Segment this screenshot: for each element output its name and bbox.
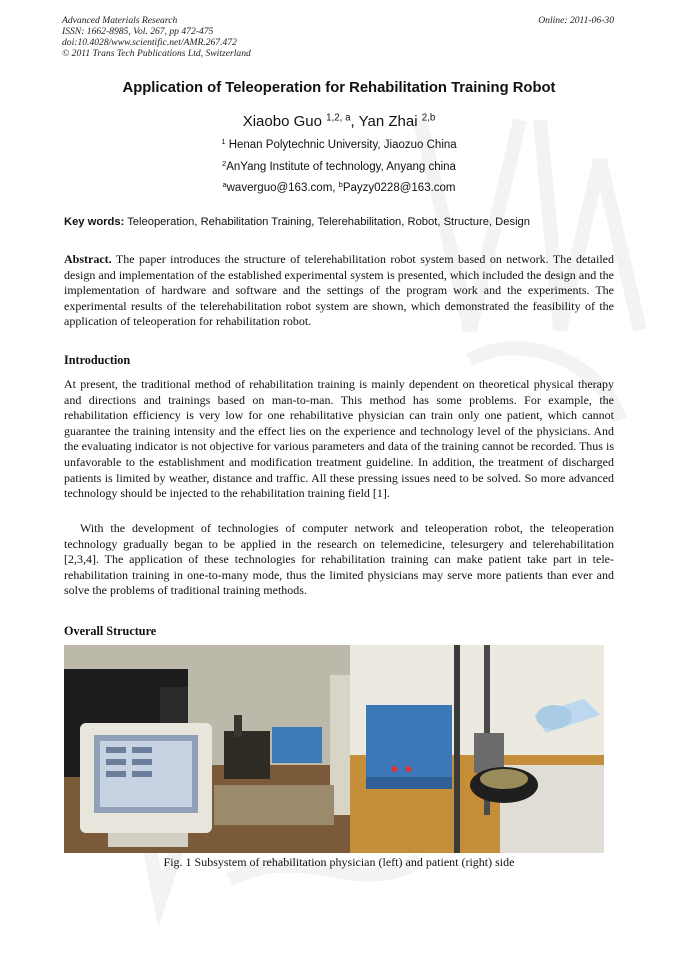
author-name: Yan Zhai (358, 113, 418, 130)
author-sup: 1,2, a (326, 112, 351, 124)
support-pole (454, 645, 460, 853)
email-sup: a (222, 179, 227, 189)
copyright: © 2011 Trans Tech Publications Ltd, Switzerland (62, 48, 251, 59)
keywords-label: Key words: (64, 216, 125, 228)
figure-caption: Fig. 1 Subsystem of rehabilitation physician (left) and patient (right) side (163, 855, 515, 869)
email-b[interactable]: Payzy0228@163.com (342, 182, 456, 194)
author-line: Xiaobo Guo $^{1,2, a}$, Yan Zhai $^{2,b}$ (242, 112, 436, 130)
paper-title: Application of Teleoperation for Rehabilitation Training Robot (122, 80, 556, 96)
affiliation-text: Henan Polytechnic University, Jiaozuo China (228, 139, 457, 151)
author-sup: 2,b (421, 112, 436, 124)
affiliation-sup: 2 (222, 158, 227, 168)
introduction-paragraph-1: At present, the traditional method of rehabilitation training is mainly dependent on theoretical physical therapy and directions and trainings based on man-to-man. This method has some problems. For example, the rehabilitation efficiency is very low for one rehabilitative physician can train only one patient, which cannot guarantee the training intensity and the effect lies on the experience and technology level of the physicians. And the evaluating indicator is not objective for various parameters and data of the training cannot be recorded. Thus is unfavorable to the establishment and modification treatment guideline. In addition, the treatment of discharged patients is limited by weather, distance and traffic. All these pressing issues need to be solved. So more advanced technology should be injected to the rehabilitation training field [1]. (64, 377, 614, 501)
online-date: Online: 2011-06-30 (538, 15, 614, 26)
introduction-paragraph-2: With the development of technologies of computer network and teleoperation robot, the teleoperation technology gradually began to be applied in the research on telemedicine, telesurgery and telerehabilitation [2,3,4]. The application of these technologies for rehabilitation training can make patient take part in tele-rehabilitation training in one-to-many mode, thus the limited physicians may serve more patients than ever and solve the problems of traditional training methods. (64, 521, 614, 598)
affiliation-1 (0, 136, 678, 151)
affiliation-sup: 1 (221, 136, 226, 146)
control-box (272, 727, 322, 763)
keywords (64, 216, 624, 228)
email-line (0, 179, 678, 194)
email-sup: b (338, 179, 343, 189)
figure-1-photos (64, 645, 604, 853)
issn: ISSN: 1662-8985, Vol. 267, pp 472-475 (62, 26, 214, 37)
abstract-text: The paper introduces the structure of telerehabilitation robot system based on network. The detailed design and implementation of the established experimental system is presented, which included the design and the implementation of hardware and software and the settings of the program work and the experiments. The experimental results of the telerehabilitation robot system are shown, which demonstrated the feasibility of the application of teleoperation for rehabilitation robot. (64, 252, 614, 329)
keywords-text: Teleoperation, Rehabilitation Training, Telerehabilitation, Robot, Structure, Design (124, 216, 530, 228)
master-robot (224, 731, 270, 779)
email-a[interactable]: waverguo@163.com, (226, 182, 339, 194)
affiliation-text: AnYang Institute of technology, Anyang china (226, 161, 456, 173)
author-name: Xiaobo Guo (242, 113, 322, 130)
abstract-label: Abstract. (64, 252, 112, 266)
journal-header (62, 15, 251, 59)
affiliation-2 (0, 158, 678, 173)
doi-link[interactable]: doi:10.4028/www.scientific.net/AMR.267.472 (62, 37, 237, 48)
section-heading-overall-structure: Overall Structure (64, 624, 157, 638)
left-photo (64, 645, 350, 853)
section-heading-introduction: Introduction (64, 353, 131, 367)
abstract (64, 252, 614, 330)
right-photo (350, 645, 604, 853)
journal-name: Advanced Materials Research (62, 15, 178, 26)
